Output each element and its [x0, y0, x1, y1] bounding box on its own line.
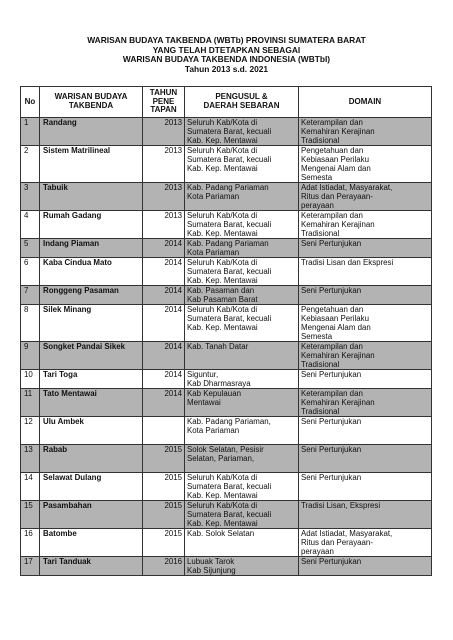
table-row — [21, 342, 432, 370]
row-region: Seluruh Kab/Kota di Sumatera Barat, kecuali Kab. Kep. Mentawai — [185, 211, 299, 239]
row-domain: Pengetahuan dan Kebiasaan Perilaku Mengenai Alam dan Semesta — [299, 146, 432, 183]
row-heritage-name: Pasambahan — [40, 501, 143, 529]
table-row — [21, 286, 432, 305]
table-row — [21, 305, 432, 342]
row-heritage-name: Kaba Cindua Mato — [40, 258, 143, 286]
row-heritage-name: Indang Piaman — [40, 239, 143, 258]
row-number: 13 — [21, 445, 40, 473]
document-title — [0, 36, 453, 74]
row-region: Seluruh Kab/Kota di Sumatera Barat, kecuali Kab. Kep. Mentawai — [185, 146, 299, 183]
row-year: 2014 — [143, 370, 185, 389]
row-year: 2013 — [143, 118, 185, 146]
row-number: 5 — [21, 239, 40, 258]
row-heritage-name: Ronggeng Pasaman — [40, 286, 143, 305]
row-region: Seluruh Kab/Kota di Sumatera Barat, kecuali Kab. Kep. Mentawai — [185, 473, 299, 501]
header-domain: DOMAIN — [299, 87, 432, 118]
row-region: Kab. Padang Pariaman Kota Pariaman — [185, 239, 299, 258]
row-domain: Seni Pertunjukan — [299, 445, 432, 473]
row-number: 9 — [21, 342, 40, 370]
row-domain: Adat Istiadat, Masyarakat, Ritus dan Perayaan- perayaan — [299, 529, 432, 557]
row-region: Kab. Solok Selatan — [185, 529, 299, 557]
title-line-2: YANG TELAH DTETAPKAN SEBAGAI — [152, 44, 301, 55]
row-region: Lubuak Tarok Kab Sijunjung — [185, 557, 299, 576]
table-body — [21, 118, 432, 576]
row-domain: Tradisi Lisan, Ekspresi — [299, 501, 432, 529]
row-year: 2015 — [143, 445, 185, 473]
row-number: 2 — [21, 146, 40, 183]
row-number: 11 — [21, 389, 40, 417]
row-number: 6 — [21, 258, 40, 286]
row-domain: Pengetahuan dan Kebiasaan Perilaku Mengenai Alam dan Semesta — [299, 305, 432, 342]
row-domain: Keterampilan dan Kemahiran Kerajinan Tradisional — [299, 389, 432, 417]
row-year: 2016 — [143, 557, 185, 576]
row-region: Siguntur, Kab Dharmasraya — [185, 370, 299, 389]
row-year — [143, 417, 185, 445]
row-heritage-name: Batombe — [40, 529, 143, 557]
row-number: 8 — [21, 305, 40, 342]
row-year: 2014 — [143, 239, 185, 258]
row-heritage-name: Tato Mentawai — [40, 389, 143, 417]
header-no: No — [21, 87, 40, 118]
table-row — [21, 501, 432, 529]
header-tahun: TAHUN PENE TAPAN — [143, 87, 185, 118]
row-number: 16 — [21, 529, 40, 557]
row-number: 3 — [21, 183, 40, 211]
table-header-row — [21, 87, 432, 118]
table-row — [21, 473, 432, 501]
table-row — [21, 417, 432, 445]
row-region: Kab. Padang Pariaman Kota Pariaman — [185, 183, 299, 211]
row-domain: Seni Pertunjukan — [299, 370, 432, 389]
header-warisan: WARISAN BUDAYA TAKBENDA — [40, 87, 143, 118]
table-row — [21, 211, 432, 239]
row-year: 2014 — [143, 258, 185, 286]
row-heritage-name: Rabab — [40, 445, 143, 473]
row-domain: Adat Istiadat, Masyarakat, Ritus dan Perayaan- perayaan — [299, 183, 432, 211]
table-row — [21, 370, 432, 389]
table-row — [21, 557, 432, 576]
row-domain: Seni Pertunjukan — [299, 473, 432, 501]
row-region: Kab Kepulauan Mentawai — [185, 389, 299, 417]
table-row — [21, 529, 432, 557]
row-heritage-name: Silek Minang — [40, 305, 143, 342]
table-row — [21, 239, 432, 258]
row-domain: Tradisi Lisan dan Ekspresi — [299, 258, 432, 286]
row-domain: Seni Pertunjukan — [299, 557, 432, 576]
table-row — [21, 258, 432, 286]
row-year: 2013 — [143, 146, 185, 183]
row-year: 2013 — [143, 211, 185, 239]
row-domain: Keterampilan dan Kemahiran Kerajinan Tradisional — [299, 118, 432, 146]
row-heritage-name: Tabuik — [40, 183, 143, 211]
row-number: 14 — [21, 473, 40, 501]
row-region: Seluruh Kab/Kota di Sumatera Barat, kecuali Kab. Kep. Mentawai — [185, 501, 299, 529]
row-number: 10 — [21, 370, 40, 389]
row-year: 2015 — [143, 473, 185, 501]
row-number: 1 — [21, 118, 40, 146]
row-year: 2014 — [143, 286, 185, 305]
row-heritage-name: Tari Tanduak — [40, 557, 143, 576]
row-region: Seluruh Kab/Kota di Sumatera Barat, kecuali Kab. Kep. Mentawai — [185, 258, 299, 286]
row-region: Solok Selatan, Pesisir Selatan, Pariaman, — [185, 445, 299, 473]
row-heritage-name: Rumah Gadang — [40, 211, 143, 239]
row-region: Kab. Pasaman dan Kab Pasaman Barat — [185, 286, 299, 305]
row-domain: Seni Pertunjukan — [299, 286, 432, 305]
row-domain: Seni Pertunjukan — [299, 417, 432, 445]
row-domain: Keterampilan dan Kemahiran Kerajinan Tradisional — [299, 342, 432, 370]
row-heritage-name: Selawat Dulang — [40, 473, 143, 501]
table-row — [21, 389, 432, 417]
row-number: 15 — [21, 501, 40, 529]
row-heritage-name: Randang — [40, 118, 143, 146]
table-row — [21, 183, 432, 211]
header-pengusul: PENGUSUL & DAERAH SEBARAN — [185, 87, 299, 118]
row-number: 7 — [21, 286, 40, 305]
table-row — [21, 118, 432, 146]
row-year: 2014 — [143, 342, 185, 370]
row-year: 2013 — [143, 183, 185, 211]
row-year: 2014 — [143, 305, 185, 342]
table-row — [21, 146, 432, 183]
row-year: 2014 — [143, 389, 185, 417]
heritage-table — [20, 86, 432, 576]
row-region: Seluruh Kab/Kota di Sumatera Barat, kecuali Kab. Kep. Mentawai — [185, 305, 299, 342]
row-number: 17 — [21, 557, 40, 576]
title-line-4: Tahun 2013 s.d. 2021 — [184, 63, 269, 74]
row-heritage-name: Songket Pandai Sikek — [40, 342, 143, 370]
row-domain: Seni Pertunjukan — [299, 239, 432, 258]
title-line-1: WARISAN BUDAYA TAKBENDA (WBTb) PROVINSI SUMATERA BARAT — [87, 35, 366, 45]
table-row — [21, 445, 432, 473]
row-region: Seluruh Kab/Kota di Sumatera Barat, kecuali Kab. Kep. Mentawai — [185, 118, 299, 146]
row-number: 4 — [21, 211, 40, 239]
row-region: Kab. Padang Pariaman, Kota Pariaman — [185, 417, 299, 445]
row-number: 12 — [21, 417, 40, 445]
title-line-3: WARISAN BUDAYA TAKBENDA INDONESIA (WBTbI) — [122, 54, 331, 65]
row-heritage-name: Tari Toga — [40, 370, 143, 389]
row-domain: Keterampilan dan Kemahiran Kerajinan Tradisional — [299, 211, 432, 239]
row-heritage-name: Sistem Matrilineal — [40, 146, 143, 183]
row-year: 2015 — [143, 501, 185, 529]
row-year: 2015 — [143, 529, 185, 557]
row-region: Kab. Tanah Datar — [185, 342, 299, 370]
row-heritage-name: Ulu Ambek — [40, 417, 143, 445]
